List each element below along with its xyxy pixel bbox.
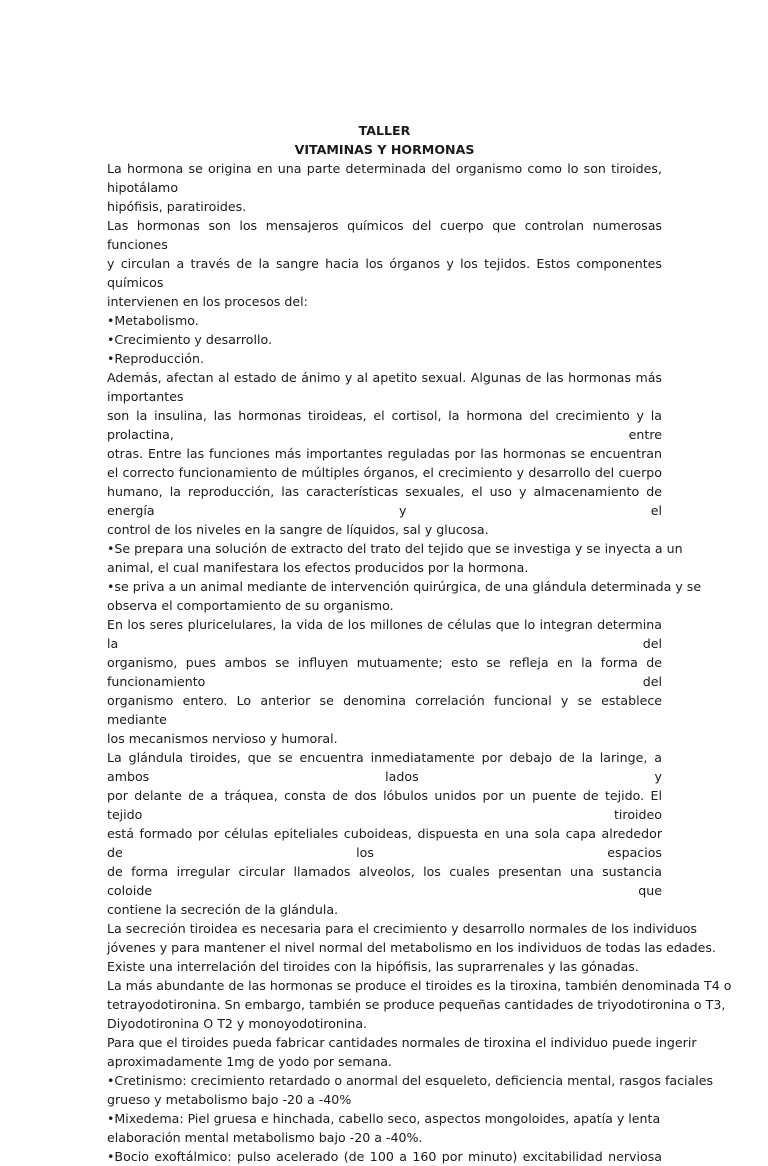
- text-line: Para que el tiroides pueda fabricar cantidades normales de tiroxina el individuo puede ingerir: [107, 1035, 697, 1050]
- text-line: aproximadamente 1mg de yodo por semana.: [107, 1054, 393, 1069]
- text-line: •Reproducción.: [107, 351, 204, 366]
- text-line: hipófisis, paratiroides.: [107, 199, 247, 214]
- text-line: •Bocio exoftálmico: pulso acelerado (de 100 a 160 por minuto) excitabilidad nerviosa: [107, 1149, 662, 1164]
- document-text: [107, 159, 732, 1166]
- text-line: grueso y metabolismo bajo -20 a -40%: [107, 1092, 352, 1107]
- text-line: de forma irregular circular llamados alveolos, los cuales presentan una sustancia coloide que: [107, 864, 662, 898]
- text-line: Las hormonas son los mensajeros químicos del cuerpo que controlan numerosas funciones: [107, 218, 662, 252]
- text-line: químicos: [107, 275, 164, 290]
- text-line: La secreción tiroidea es necesaria para el crecimiento y desarrollo normales de los individuos: [107, 921, 697, 936]
- text-line: •Cretinismo: crecimiento retardado o anormal del esqueleto, deficiencia mental, rasgos faciales: [107, 1073, 714, 1088]
- text-line: jóvenes y para mantener el nivel normal del metabolismo en los individuos de todas las edades.: [107, 940, 716, 955]
- text-line: otras. Entre las funciones más importantes reguladas por las hormonas se encuentran: [107, 446, 662, 461]
- text-line: humano, la reproducción, las características sexuales, el uso y almacenamiento de energía y el: [107, 484, 662, 518]
- text-line: intervienen en los procesos del:: [107, 294, 308, 309]
- text-line: La más abundante de las hormonas se produce el tiroides es la tiroxina, también denominada T4 o: [107, 978, 732, 993]
- text-line: y circulan a través de la sangre hacia los órganos y los tejidos. Estos componentes: [107, 256, 662, 271]
- text-line: el correcto funcionamiento de múltiples órganos, el crecimiento y desarrollo del cuerpo: [107, 465, 662, 480]
- text-line: •se priva a un animal mediante de intervención quirúrgica, de una glándula determinada y se: [107, 579, 702, 594]
- text-line: observa el comportamiento de su organismo.: [107, 598, 394, 613]
- text-line: En los seres pluricelulares, la vida de los millones de células que lo integran determina la del: [107, 617, 662, 651]
- document-title: TALLER: [358, 123, 411, 138]
- text-line: control de los niveles en la sangre de líquidos, sal y glucosa.: [107, 522, 489, 537]
- text-line: tetrayodotironina. Sn embargo, también se produce pequeñas cantidades de triyodotironina o T3,: [107, 997, 726, 1012]
- text-line: •Mixedema: Piel gruesa e hinchada, cabello seco, aspectos mongoloides, apatía y lenta: [107, 1111, 661, 1126]
- text-line: contiene la secreción de la glándula.: [107, 902, 339, 917]
- text-line: Existe una interrelación del tiroides con la hipófisis, las suprarrenales y las gónadas.: [107, 959, 639, 974]
- text-line: los mecanismos nervioso y humoral.: [107, 731, 338, 746]
- text-line: elaboración mental metabolismo bajo -20 a -40%.: [107, 1130, 423, 1145]
- text-line: está formado por células epiteliales cuboideas, dispuesta en una sola capa alrededor de los espacios: [107, 826, 662, 860]
- text-line: organismo entero. Lo anterior se denomina correlación funcional y se establece mediante: [107, 693, 662, 727]
- text-line: por delante de a tráquea, consta de dos lóbulos unidos por un puente de tejido. El tejido tiroideo: [107, 788, 662, 822]
- text-line: •Se prepara una solución de extracto del trato del tejido que se investiga y se inyecta a un: [107, 541, 683, 556]
- text-line: Además, afectan al estado de ánimo y al apetito sexual. Algunas de las hormonas más importantes: [107, 370, 662, 404]
- text-line: organismo, pues ambos se influyen mutuamente; esto se refleja en la forma de funcionamiento del: [107, 655, 662, 689]
- text-line: La glándula tiroides, que se encuentra inmediatamente por debajo de la laringe, a ambos lados y: [107, 750, 662, 784]
- text-line: La hormona se origina en una parte determinada del organismo como lo son tiroides, hipotálamo: [107, 161, 662, 195]
- document-subtitle: VITAMINAS Y HORMONAS: [294, 142, 475, 157]
- text-line: Diyodotironina O T2 y monoyodotironina.: [107, 1016, 368, 1031]
- text-line: •Crecimiento y desarrollo.: [107, 332, 272, 347]
- text-line: son la insulina, las hormonas tiroideas, el cortisol, la hormona del crecimiento y la prolactina, entre: [107, 408, 662, 442]
- text-line: •Metabolismo.: [107, 313, 199, 328]
- text-line: animal, el cual manifestara los efectos producidos por la hormona.: [107, 560, 529, 575]
- document-body: [107, 121, 732, 1166]
